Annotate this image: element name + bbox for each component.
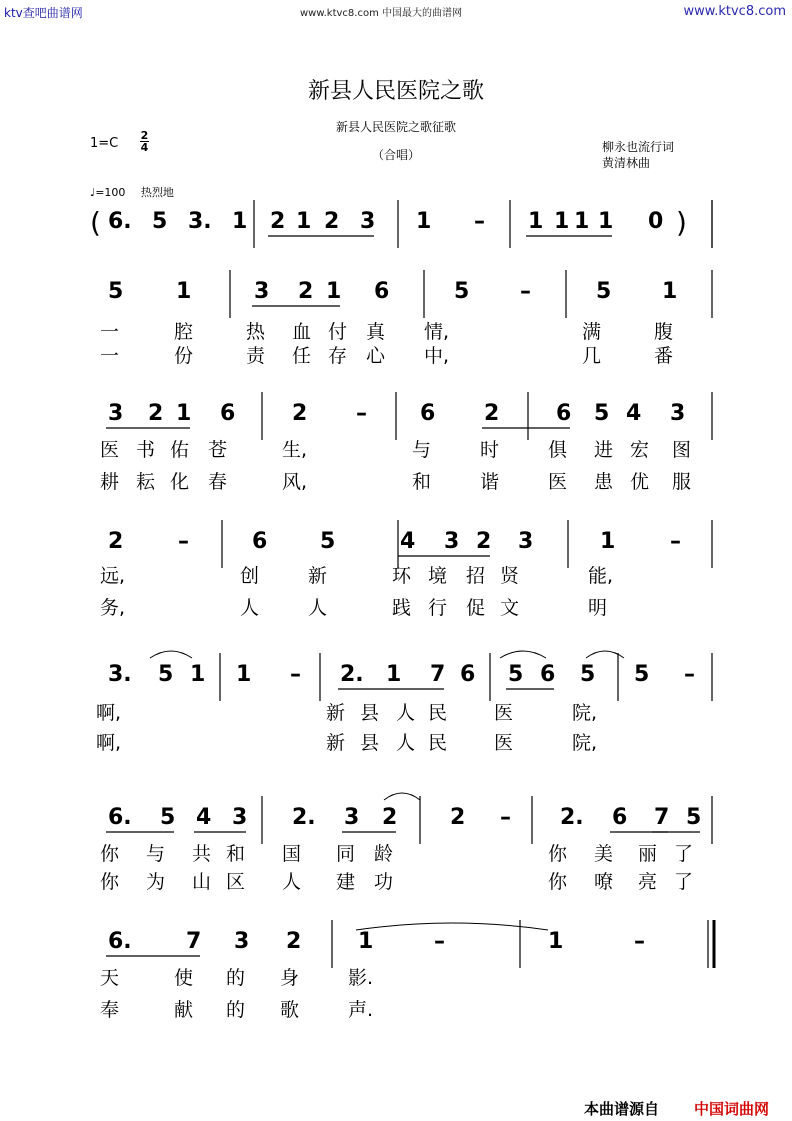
note: 6. [108,805,132,830]
note: 6 [374,279,390,304]
note: 6 [252,529,268,554]
note: 5 [594,401,610,426]
note: 1 [598,209,614,234]
note: 1 [232,209,248,234]
lyric-verse-2: 院, [572,732,598,754]
note: 4 [626,401,642,426]
slur-tie [356,923,548,930]
song-title: 新县人民医院之歌 [307,79,484,104]
lyric-verse-1: 人 [396,702,416,724]
lyric-verse-1: 腹 [654,321,674,343]
lyric-verse-2: 行 [428,597,448,619]
lyric-verse-2: 歌 [280,999,300,1021]
lyric-verse-1: 情, [424,321,450,343]
note: 1 [528,209,544,234]
note: 1 [176,401,192,426]
slur-tie [500,651,546,658]
lyric-verse-2: 民 [428,732,448,754]
lyric-verse-1: 民 [428,702,448,724]
note: 1 [662,279,678,304]
lyric-verse-1: 书 [136,439,156,461]
note: 1 [554,209,570,234]
slur-tie [384,793,420,800]
note: 1 [296,209,312,234]
lyric-verse-2: 声. [348,999,374,1021]
lyric-verse-2: 促 [466,597,486,619]
note: 3. [188,209,212,234]
lyric-verse-1: 境 [428,565,448,587]
tempo-value: ♩=100 [90,186,126,199]
lyric-verse-2: 县 [360,732,380,754]
note: 3 [344,805,360,830]
note: 2 [286,929,302,954]
slur-tie [150,651,192,658]
sustain-dash: – [434,929,445,954]
sustain-dash: – [356,401,367,426]
lyric-verse-1: 热 [246,321,266,343]
lyric-verse-1: 苍 [208,439,228,461]
note: 1 [574,209,590,234]
sustain-dash: – [684,662,695,687]
lyric-verse-2: 献 [174,999,194,1021]
lyric-verse-1: 县 [360,702,380,724]
note: 6 [556,401,572,426]
lyric-verse-1: 啊, [96,702,122,724]
lyric-verse-2: 耕 [100,471,120,493]
note: 1 [176,279,192,304]
note: 6 [460,662,476,687]
lyric-verse-1: 真 [366,321,386,343]
note: 5 [454,279,470,304]
song-subtitle: 新县人民医院之歌征歌 [335,120,456,134]
lyric-verse-2: 和 [412,471,432,493]
lyric-verse-1: 环 [392,565,412,587]
lyric-verse-1: 天 [100,967,120,989]
lyric-verse-1: 影. [348,967,374,989]
note: 2 [450,805,466,830]
note: 6. [108,929,132,954]
note: 4 [196,805,212,830]
lyric-verse-1: 身 [280,967,300,989]
sustain-dash: – [634,929,645,954]
note: 3 [444,529,460,554]
note: 3 [232,805,248,830]
lyric-verse-2: 山 [192,871,212,893]
lyric-verse-1: 一 [100,321,120,343]
key-signature: 1=C [90,136,119,151]
lyric-verse-1: 新 [326,702,346,724]
lyric-verse-2: 区 [226,871,246,893]
lyric-verse-2: 人 [308,597,328,619]
lyric-verse-2: 责 [246,345,266,367]
note: 2 [270,209,286,234]
lyric-verse-2: 你 [100,871,120,893]
lyric-verse-2: 番 [654,345,674,367]
sustain-dash: – [520,279,531,304]
lyric-verse-1: 能, [588,565,614,587]
lyric-verse-2: 医 [548,471,568,493]
note: 3 [254,279,270,304]
note: 5 [634,662,650,687]
lyric-verse-1: 招 [466,565,486,587]
lyric-verse-1: 同 [336,843,356,865]
lyric-verse-1: 宏 [630,439,650,461]
lyric-verse-1: 使 [174,967,194,989]
lyric-verse-2: 化 [170,471,190,493]
lyric-verse-2: 新 [326,732,346,754]
note: 1 [236,662,252,687]
note: 2 [292,401,308,426]
note: 3 [234,929,250,954]
performance-type: （合唱） [371,148,420,162]
note: 1 [190,662,206,687]
lyric-verse-1: 龄 [374,843,394,865]
lyric-verse-1: 血 [292,321,312,343]
lyric-verse-2: 啊, [96,732,122,754]
lyric-verse-2: 服 [672,471,692,493]
lyricist-credit: 柳永也流行词 [602,140,675,154]
lyric-verse-2: 践 [392,597,412,619]
lyric-verse-1: 和 [226,843,246,865]
lyric-verse-2: 为 [146,871,166,893]
lyric-verse-1: 你 [100,843,120,865]
lyric-verse-1: 图 [672,439,692,461]
lyric-verse-2: 亮 [638,871,658,893]
lyric-verse-2: 几 [582,345,602,367]
lyric-verse-1: 新 [308,565,328,587]
sustain-dash: – [290,662,301,687]
lyric-verse-2: 奉 [100,999,120,1021]
lyric-verse-1: 共 [192,843,212,865]
lyric-verse-2: 建 [336,871,356,893]
note: 5 [596,279,612,304]
lyric-verse-2: 春 [208,471,228,493]
site-tagline: www.ktvc8.com 中国最大的曲谱网 [300,8,463,19]
note: 2 [484,401,500,426]
parenthesis: ) [676,206,687,239]
note: 3 [108,401,124,426]
note: 2. [292,805,316,830]
lyric-verse-2: 人 [240,597,260,619]
lyric-verse-2: 明 [588,597,608,619]
lyric-verse-2: 你 [548,871,568,893]
lyric-verse-1: 与 [146,843,166,865]
site-logo-left: ktv查吧曲谱网 [4,6,83,20]
composer-credit: 黄清林曲 [602,156,651,170]
lyric-verse-2: 患 [594,471,614,493]
note: 2 [108,529,124,554]
sustain-dash: – [670,529,681,554]
lyric-verse-2: 人 [396,732,416,754]
sustain-dash: – [474,209,485,234]
sustain-dash: – [500,805,511,830]
lyric-verse-1: 的 [226,967,246,989]
lyric-verse-1: 远, [100,565,126,587]
note: 2 [148,401,164,426]
lyric-verse-2: 风, [282,471,308,493]
note: 7 [654,805,670,830]
note: 3. [108,662,132,687]
footer-site-name: 中国词曲网 [694,1100,770,1118]
expression-marking: 热烈地 [140,186,174,199]
lyric-verse-2: 心 [366,345,386,367]
lyric-verse-1: 付 [328,321,348,343]
lyric-verse-1: 生, [282,439,308,461]
lyric-verse-1: 进 [594,439,614,461]
lyric-verse-2: 嘹 [594,871,614,893]
lyric-verse-1: 国 [282,843,302,865]
lyric-verse-2: 功 [374,871,394,893]
note: 3 [670,401,686,426]
parenthesis: ( [90,206,101,239]
note: 5 [580,662,596,687]
lyric-verse-2: 中, [424,345,450,367]
lyric-verse-2: 医 [494,732,514,754]
lyric-verse-2: 份 [174,345,194,367]
lyric-verse-1: 医 [494,702,514,724]
lyric-verse-2: 耘 [136,471,156,493]
note: 6 [220,401,236,426]
note: 5 [320,529,336,554]
site-url-right: www.ktvc8.com [683,4,786,19]
note: 5 [152,209,168,234]
note: 1 [358,929,374,954]
note: 0 [648,209,664,234]
time-signature-bottom: 4 [140,141,149,154]
note: 1 [548,929,564,954]
lyric-verse-2: 一 [100,345,120,367]
lyric-verse-1: 与 [412,439,432,461]
note: 5 [160,805,176,830]
lyric-verse-2: 文 [500,597,520,619]
sustain-dash: – [178,529,189,554]
lyric-verse-2: 了 [674,871,694,893]
lyric-verse-1: 俱 [548,439,568,461]
note: 4 [400,529,416,554]
note: 5 [508,662,524,687]
lyric-verse-2: 人 [282,871,302,893]
note: 6. [108,209,132,234]
lyric-verse-1: 时 [480,439,500,461]
time-signature-top: 2 [140,129,149,142]
note: 1 [386,662,402,687]
note: 3 [360,209,376,234]
lyric-verse-1: 贤 [500,565,520,587]
lyric-verse-2: 存 [328,345,348,367]
note: 2 [382,805,398,830]
note: 7 [186,929,202,954]
note: 6 [540,662,556,687]
note: 6 [612,805,628,830]
note: 2 [324,209,340,234]
footer-source-label: 本曲谱源自 [584,1100,660,1118]
lyric-verse-1: 满 [582,321,602,343]
lyric-verse-2: 任 [292,345,312,367]
note: 5 [158,662,174,687]
lyric-verse-2: 谐 [480,471,500,493]
note: 7 [430,662,446,687]
note: 2. [340,662,364,687]
note: 1 [600,529,616,554]
note: 1 [326,279,342,304]
lyric-verse-1: 腔 [174,321,194,343]
lyric-verse-1: 佑 [170,439,190,461]
note: 2. [560,805,584,830]
lyric-verse-1: 美 [594,843,614,865]
note: 3 [518,529,534,554]
lyric-verse-1: 院, [572,702,598,724]
lyric-verse-1: 创 [240,565,260,587]
note: 5 [108,279,124,304]
lyric-verse-1: 医 [100,439,120,461]
note: 5 [686,805,702,830]
note: 1 [416,209,432,234]
lyric-verse-1: 了 [674,843,694,865]
lyric-verse-2: 务, [100,597,126,619]
note: 2 [298,279,314,304]
lyric-verse-2: 的 [226,999,246,1021]
lyric-verse-1: 丽 [638,843,658,865]
lyric-verse-2: 优 [630,471,650,493]
note: 2 [476,529,492,554]
lyric-verse-1: 你 [548,843,568,865]
note: 6 [420,401,436,426]
